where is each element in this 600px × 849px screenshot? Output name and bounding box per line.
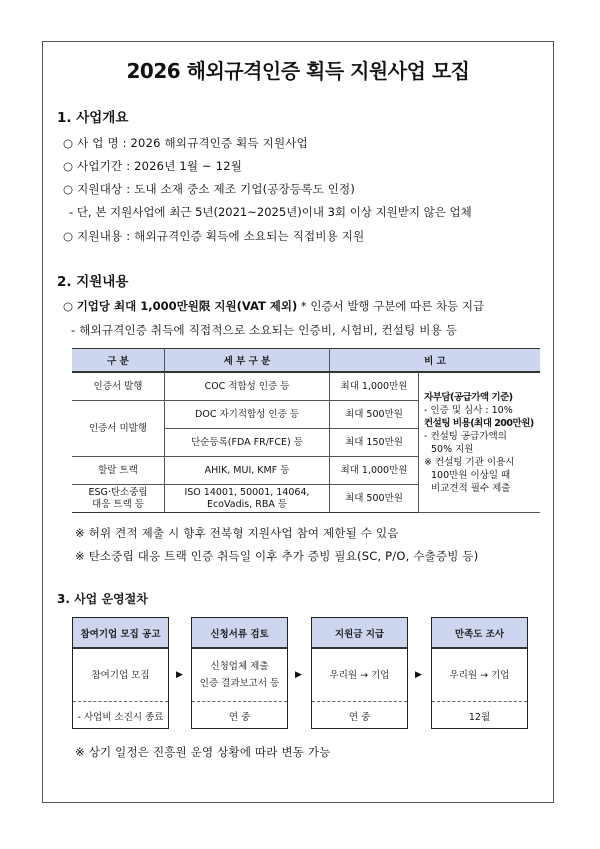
step-timing: 12월 — [468, 711, 491, 723]
cell-detail: ISO 14001, 50001, 14064, EcoVadis, RBA 등 — [165, 485, 330, 513]
cell-amount: 최대 150만원 — [330, 429, 419, 457]
circle-bullet-icon: ○ — [63, 159, 74, 173]
step-title: 신청서류 검토 — [192, 618, 287, 649]
cell-category: 인증서 발행 — [72, 372, 165, 401]
section2-heading: 2. 지원내용 — [57, 274, 129, 290]
circle-bullet-icon: ○ — [63, 229, 74, 243]
schedule-footnote: ※ 상기 일정은 진흥원 운영 상황에 따라 변동 가능 — [75, 745, 331, 759]
arrow-right-icon: ▶ — [415, 670, 422, 680]
section3-heading: 3. 사업 운영절차 — [57, 592, 148, 606]
cell-category: ESG·탄소중립 대응 트랙 등 — [72, 485, 165, 513]
overview-item-target: ○ 지원대상 : 도내 소재 중소 제조 기업(공장등록도 인정) — [63, 182, 356, 196]
page-title: 2026 해외규격인증 획득 지원사업 모집 — [126, 59, 470, 83]
step-body: 참여기업 모집 — [73, 649, 168, 702]
table-header-remarks: 비 고 — [330, 349, 541, 373]
section1-heading: 1. 사업개요 — [57, 110, 129, 126]
table-header-detail: 세 부 구 분 — [165, 349, 330, 373]
support-table — [72, 348, 540, 513]
cell-amount: 최대 1,000만원 — [330, 372, 419, 401]
circle-bullet-icon: ○ — [63, 182, 74, 196]
arrow-right-icon: ▶ — [176, 670, 183, 680]
support-scope-line: - 해외규격인증 취득에 직접적으로 소요되는 인증비, 시험비, 컨설팅 비용 등 — [71, 323, 458, 337]
step-timing: 연 중 — [348, 711, 371, 723]
cell-category: 인증서 미발행 — [72, 401, 165, 457]
footnote-false-quote: ※ 허위 견적 제출 시 향후 전북형 지원사업 참여 제한될 수 있음 — [75, 526, 399, 540]
cell-amount: 최대 500만원 — [330, 401, 419, 429]
table-row — [72, 372, 540, 401]
arrow-right-icon: ▶ — [295, 670, 302, 680]
cell-detail: AHIK, MUI, KMF 등 — [165, 457, 330, 485]
process-step-4 — [431, 617, 528, 729]
process-step-3 — [311, 617, 408, 729]
circle-bullet-icon: ○ — [63, 299, 74, 313]
overview-item-content: ○ 지원내용 : 해외규격인증 획득에 소요되는 직접비용 지원 — [63, 229, 365, 243]
overview-item-name: ○ 사 업 명 : 2026 해외규격인증 획득 지원사업 — [63, 136, 308, 150]
cell-category: 할랄 트랙 — [72, 457, 165, 485]
step-body: 우리원 → 기업 — [432, 649, 527, 702]
step-timing: - 사업비 소진시 종료 — [77, 711, 164, 723]
support-amount-line — [63, 298, 484, 314]
cell-detail: 단순등록(FDA FR/FCE) 등 — [165, 429, 330, 457]
circle-bullet-icon: ○ — [63, 136, 74, 150]
dash-bullet-icon: - — [69, 205, 74, 219]
step-body: 신청업체 제출 인증 결과보고서 등 — [192, 649, 287, 702]
overview-item-period: ○ 사업기간 : 2026년 1월 ~ 12월 — [63, 159, 243, 173]
cell-amount: 최대 1,000만원 — [330, 457, 419, 485]
step-body: 우리원 → 기업 — [312, 649, 407, 702]
cell-detail: DOC 자기적합성 인증 등 — [165, 401, 330, 429]
process-step-1 — [72, 617, 169, 729]
process-step-2 — [191, 617, 288, 729]
footnote-carbon-evidence: ※ 탄소중립 대응 트랙 인증 취득일 이후 추가 증빙 필요(SC, P/O, 수출증빙 등) — [75, 549, 479, 563]
step-title: 참여기업 모집 공고 — [73, 618, 168, 649]
dash-bullet-icon: - — [71, 323, 76, 337]
table-header-category: 구 분 — [72, 349, 165, 373]
cell-amount: 최대 500만원 — [330, 485, 419, 513]
cell-detail: COC 적합성 인증 등 — [165, 372, 330, 401]
step-title: 지원금 지급 — [312, 618, 407, 649]
step-timing: 연 중 — [228, 711, 251, 723]
support-amount-note: * 인증서 발행 구분에 따른 차등 지급 — [297, 299, 485, 313]
support-amount-bold: 기업당 최대 1,000만원限 지원(VAT 제외) — [76, 299, 298, 313]
cell-remarks: 자부담(공급가액 기준) - 인증 및 심사 : 10% 컨설팅 비용(최대 200만원) - 컨설팅 공급가액의 50% 지원 ※ 컨설팅 기관 이용시 100만원 이상일 때 비교견적 필수 제출 — [419, 372, 541, 513]
step-title: 만족도 조사 — [432, 618, 527, 649]
overview-item-exception: - 단, 본 지원사업에 최근 5년(2021~2025년)이내 3회 이상 지원받지 않은 업체 — [69, 205, 472, 219]
document-frame — [42, 41, 554, 803]
